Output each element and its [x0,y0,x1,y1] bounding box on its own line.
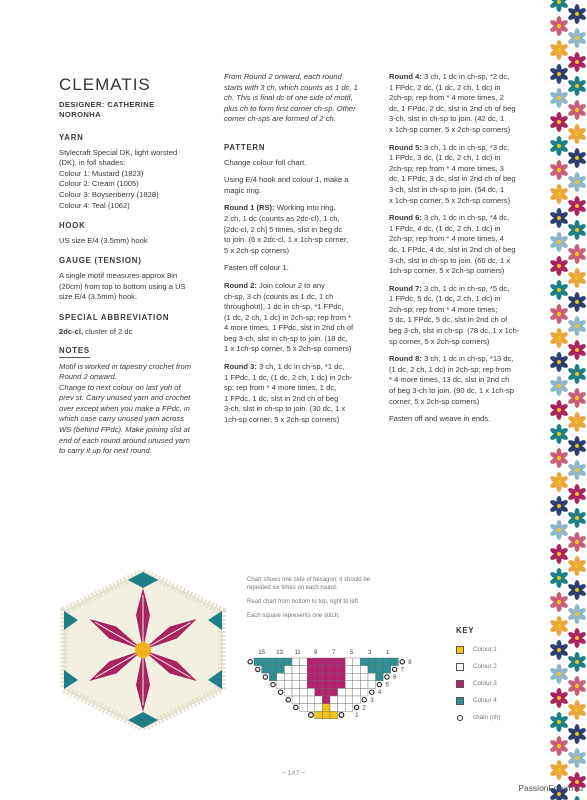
chart-stitch [322,658,330,666]
chart-stitch [345,688,353,696]
chart-stitch [383,658,391,666]
chart-stitch [353,681,361,689]
chart-corner-chain [248,660,252,664]
chart-stitch [330,696,338,704]
chart-corner-chain [385,675,389,679]
chart-column-label: 15 [258,650,265,656]
chart-stitch [284,688,292,696]
chart-stitch [277,666,285,674]
chart-stitch [322,688,330,696]
chart-stitch [353,658,361,666]
chart-stitch [300,666,308,674]
chart-stitch [292,688,300,696]
chart-stitch [338,704,346,712]
chart-stitch [262,666,270,674]
chart-stitch [300,704,308,712]
chart-corner-chain [294,705,298,709]
pattern-title: CLEMATIS [59,75,151,94]
chart-row-label: 2 [362,705,367,712]
chart-column-label: 9 [313,650,318,656]
chart-corner-chain [278,690,282,694]
chart-row-label: 7 [400,667,405,674]
chart-stitch [330,704,338,712]
swatch-colour-2 [456,663,464,671]
chart-row-label: 8 [408,659,412,666]
border-tile [549,304,587,336]
watermark: PassionForum.ru [518,783,583,793]
chart-corner-chain [362,698,366,702]
chart-stitch [322,711,330,719]
chart-stitch [322,666,330,674]
chart-stitch [360,673,368,681]
chain-symbol-icon [457,715,463,721]
chart-stitch [345,681,353,689]
key-colour-4: Colour 4 [456,692,501,709]
chart-stitch [277,681,285,689]
page-number: ~ 147 ~ [281,770,306,777]
crochet-chart [246,646,416,732]
chart-stitch [292,666,300,674]
chart-stitch [330,681,338,689]
chart-row-label: 6 [393,675,397,681]
chart-stitch [269,666,277,674]
chart-stitch [300,673,308,681]
chart-stitch [315,688,323,696]
key-title: KEY [456,626,475,635]
yarn-heading: YARN [59,133,84,142]
swatch-colour-3 [456,680,464,688]
chart-column-label: 5 [349,650,354,656]
chart-stitch [360,666,368,674]
border-tile [549,496,587,528]
border-tile [549,424,587,456]
chart-stitch [277,658,285,666]
border-tile [549,160,587,192]
chart-stitch [338,696,346,704]
fasten-off-colour-1: Fasten off colour 1. [224,263,289,273]
hook-heading: HOOK [59,221,86,231]
chart-stitch [338,688,346,696]
chart-stitch [284,673,292,681]
hook-text: US size E/4 (3.5mm) hook [59,235,148,245]
chart-stitch [292,696,300,704]
chart-stitch [345,673,353,681]
chart-stitch [307,658,315,666]
chart-stitch [284,666,292,674]
chart-stitch [338,658,346,666]
chart-stitch [338,673,346,681]
key-chain: chain (ch) [456,709,501,726]
border-tile [549,112,587,144]
chart-row-label: 1 [355,713,359,719]
chart-key [456,626,501,726]
gauge-text: A single motif measures approx 8in (20cm) from top to bottom using a US size E/4 (3.5mm) hook. [59,270,186,302]
chart-stitch [360,681,368,689]
chart-stitch [300,681,308,689]
pattern-heading: PATTERN [224,142,266,152]
chart-stitch [376,666,384,674]
chart-stitch [330,673,338,681]
chart-stitch [345,704,353,712]
motif-centre [135,642,151,658]
abbreviation-heading: SPECIAL ABBREVIATION [59,312,170,322]
chart-corner-chain [354,705,358,709]
chart-stitch [376,658,384,666]
border-tile [549,400,587,432]
border-tile [549,448,587,480]
chart-stitch [300,658,308,666]
chart-stitch [292,658,300,666]
chart-stitch [368,673,376,681]
chart-stitch [360,658,368,666]
chart-row-label: 3 [370,697,374,704]
chart-stitch [330,688,338,696]
notes-heading: NOTES [59,346,90,358]
chart-stitch [368,658,376,666]
chart-stitch [307,688,315,696]
border-tile [549,256,587,288]
chart-stitch [300,696,308,704]
border-tile [549,232,587,264]
border-tile [549,376,587,408]
round-1: Round 1 (RS): Working into ring, 2 ch, 1 dc (counts as 2dc-cl), 1 ch, [2dc-cl, 2 ch] 5 times, slst in beg dc to join. (6 x 2dc-cl, 1 x 1ch-sp corner, 5 x 2ch-sp corners) [224,203,349,255]
chart-stitch [307,681,315,689]
border-tile [549,64,587,96]
intro-note: From Round 2 onward, each round starts with 3 ch, which counts as 1 dc, 1 ch. This is final dc of one side of motif, plus ch to form first corner ch-sp. Other corner ch-sps are formed of 2 ch. [224,72,358,124]
chart-stitch [315,681,323,689]
chart-stitch [254,658,262,666]
chart-row-label: 5 [385,682,389,689]
border-tile [549,664,587,696]
border-tile [549,592,587,624]
border-tile [549,640,587,672]
round-2: Round 2: Join colour 2 to any ch-sp, 3 ch (counts as 1 dc, 1 ch throughout), 1 dc in ch-sp, *1 FPdc, (1 dc, 2 ch, 1 dc) in 2ch-sp; rep from * 4 more times, 1 FPdc, slst in 2nd ch of beg 3-ch, slst in ch-sp to join. (18 dc, 1 x 1ch-sp corner, 5 x 2ch-sp corners) [224,280,354,354]
chart-chain-stitch [309,713,314,718]
chart-stitch [345,696,353,704]
chart-stitch [269,658,277,666]
pattern-step-2: Using E/4 hook and colour 1, make a magic ring. [224,175,349,195]
chart-stitch [300,688,308,696]
chart-stitch [322,704,330,712]
chart-row-label: 4 [377,690,382,697]
chart-corner-chain [256,667,260,671]
chart-corner-chain [286,698,290,702]
chart-corner-chain [377,682,381,686]
chart-stitch [262,658,270,666]
border-tile [549,688,587,720]
chart-stitch [330,666,338,674]
chart-stitch [330,658,338,666]
chart-stitch [292,681,300,689]
chart-stitch [315,696,323,704]
chart-corner-chain [263,675,267,679]
column-left [59,72,209,457]
motif-photo [58,570,228,730]
chart-stitch [345,658,353,666]
chart-corner-chain [400,660,404,664]
swatch-colour-1 [456,646,464,654]
chart-corner-chain [271,682,275,686]
chart-stitch [368,666,376,674]
chart-stitch [277,673,285,681]
border-tile [549,352,587,384]
round-4: Round 4: 3 ch, 1 dc in ch-sp, *2 dc, 1 FPdc, 2 dc, (1 dc, 2 ch, 1 dc) in 2ch-sp; rep from * 4 more times, 2 dc, 1 FPdc, 2 dc, slst in 2nd ch of beg 3-ch, slst in ch-sp to join. (42 dc, 1 x 1ch-sp corner, 5 x 2ch-sp corners) [389,72,516,134]
chart-column-label: 1 [386,650,390,656]
round-8: Round 8: 3 ch, 1 dc in ch-sp, *13 dc, (1 dc, 2 ch, 1 dc) in 2ch-sp; rep from * 4 more times, 13 dc, slst in 2nd ch of beg 3-ch to join. (90 dc, 1 x 1ch-sp corner, 5 x 2ch-sp corners) [389,354,514,406]
border-tile [549,472,587,504]
border-tile [549,544,587,576]
chart-stitch [322,696,330,704]
chart-stitch [307,696,315,704]
chart-stitch [284,681,292,689]
swatch-colour-4 [456,697,464,705]
chart-stitch [315,666,323,674]
chart-stitch [284,658,292,666]
round-7: Round 7: 3 ch, 1 dc in ch-sp, *5 dc, 1 FPdc, 5 dc, (1 dc, 2 ch, 1 dc) in 2ch-sp; rep from * 4 more times; 5 dc, 1 FPdc, 5 dc, slst in 2nd ch of beg 3-ch, slst in ch-sp. (78 dc, 1 x 1ch- sp corner, 5 x 2ch-sp corners) [389,283,520,346]
chart-stitch [338,666,346,674]
chart-stitch [307,704,315,712]
border-tile [549,88,587,120]
round-6: Round 6: 3 ch, 1 dc in ch-sp, *4 dc, 1 FPdc, 4 dc, (1 dc, 2 ch, 1 dc) in 2ch-sp; rep from * 4 more times, 4 dc, 1 FPdc, 4 dc, slst in 2nd ch of beg 3-ch, slst in ch-sp to join. (66 dc, 1 x 1ch-sp corner, 5 x 2ch-sp corners) [389,213,516,276]
chart-stitch [315,711,323,719]
chart-stitch [315,673,323,681]
chart-column-label: 13 [276,650,283,656]
gauge-heading: GAUGE (TENSION) [59,256,142,266]
chart-stitch [292,673,300,681]
key-colour-3: Colour 3 [456,675,501,692]
chart-stitch [322,681,330,689]
border-tile [549,328,587,360]
chart-stitch [338,681,346,689]
border-tile [549,616,587,648]
column-middle [224,72,374,433]
border-tile [549,40,587,72]
chart-stitch [353,666,361,674]
chart-stitch [345,666,353,674]
border-tile [549,0,587,24]
chart-corner-chain [370,690,374,694]
chart-column-label: 7 [331,650,336,656]
border-tile [549,184,587,216]
border-tile [549,520,587,552]
round-3: Round 3: 3 ch, 1 dc in ch-sp, *1 dc, 1 FPdc, 1 dc, (1 dc, 2 ch, 1 dc) in 2ch- sp; rep from * 4 more times, 1 dc, 1 FPdc, 1 dc, slst in 2nd ch of beg 3-ch, slst in ch-sp to join. (30 dc, 1 x 1ch-sp corner, 5 x 2ch-sp corners) [224,362,353,425]
designer-credit: DESIGNER: CATHERINE NORONHA [59,100,155,119]
yarn-text: Stylecraft Special DK, light worsted (DK), in foll shades: Colour 1: Mustard (1823) Colour 2: Cream (1005) Colour 3: Boysenberry (1828) Colour 4: Teal (1062) [59,147,178,210]
finishing-step: Fasten off and weave in ends. [389,414,491,424]
chart-stitch [315,704,323,712]
key-colour-1: Colour 1 [456,641,501,658]
column-right [389,72,539,432]
chart-stitch [376,673,384,681]
border-tile [549,136,587,168]
chart-stitch [368,681,376,689]
abbreviation-text: 2dc-cl, cluster of 2 dc [59,327,133,337]
border-tile [549,568,587,600]
chart-stitch [353,688,361,696]
round-5: Round 5: 3 ch, 1 dc in ch-sp, *3 dc, 1 FPdc, 3 dc, (1 dc, 2 ch, 1 dc) in 2ch-sp; rep from * 4 more times, 3 dc, 1 FPdc, 3 dc, slst in 2nd ch of beg 3-ch, slst in ch-sp to join. (54 dc, 1 x 1ch-sp corner, 5 x 2ch-sp corners) [389,142,516,205]
chart-stitch [391,658,399,666]
border-tile [549,280,587,312]
chart-stitch [269,673,277,681]
border-tile [549,208,587,240]
border-tile [549,16,587,48]
chart-chain-stitch [339,713,344,718]
chart-notes: Chart shows one side of hexagon; it should be repeated six times on each round. Read chart from bottom to top, right to left. Each square represents one stitch. [247,577,371,619]
chart-column-label: 3 [368,650,372,656]
chart-column-label: 11 [294,650,301,656]
chart-stitch [383,666,391,674]
chart-stitch [307,666,315,674]
chart-stitch [315,658,323,666]
chart-stitch [330,711,338,719]
chart-stitch [353,696,361,704]
chart-stitch [360,688,368,696]
chart-stitch [322,673,330,681]
chart-stitch [307,673,315,681]
key-colour-2: Colour 2 [456,658,501,675]
border-tile [549,736,587,768]
decorative-crochet-border [549,0,587,800]
notes-text: Motif is worked in tapestry crochet from Round 2 onward. Change to next colour on last yoh of prev st. Carry unused yarn and crochet over except when you make a FPdc, in which case carry unused yarn across WS (behind FPdc). Make joining slst at end of each round around unused yarn to carry it up for next round. [59,361,192,456]
pattern-step-1: Change colour foll chart. [224,157,307,167]
chart-corner-chain [392,667,396,671]
border-tile [549,712,587,744]
chart-stitch [353,673,361,681]
